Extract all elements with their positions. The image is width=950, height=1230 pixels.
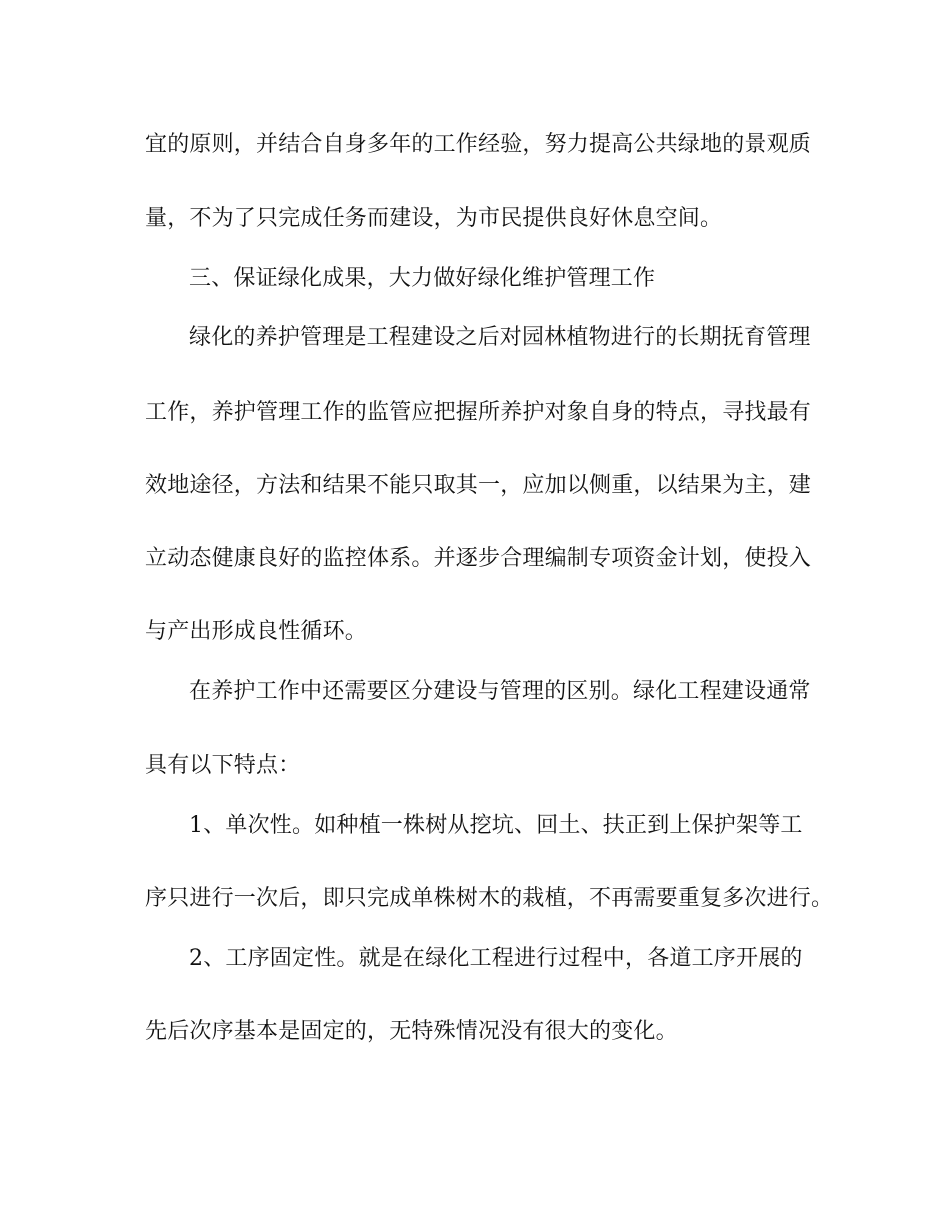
text-line: 宜的原则，并结合自身多年的工作经验，努力提高公共绿地的景观质: [145, 132, 812, 157]
text-line: 工作，养护管理工作的监管应把握所养护对象自身的特点，寻找最有: [145, 400, 812, 425]
section-heading: 三、保证绿化成果，大力做好绿化维护管理工作: [189, 266, 656, 291]
text-line: 先后次序基本是固定的，无特殊情况没有很大的变化。: [145, 1019, 678, 1044]
list-item-1: 1、单次性。如种植一株树从挖坑、回土、扶正到上保护架等工: [189, 813, 803, 838]
list-item-2: 2、工序固定性。就是在绿化工程进行过程中，各道工序开展的: [189, 946, 803, 971]
text-line: 立动态健康良好的监控体系。并逐步合理编制专项资金计划，使投入: [145, 546, 812, 571]
text-line: 序只进行一次后，即只完成单株树木的栽植，不再需要重复多次进行。: [145, 886, 834, 911]
paragraph-start: 绿化的养护管理是工程建设之后对园林植物进行的长期抚育管理: [189, 325, 811, 350]
paragraph-start: 在养护工作中还需要区分建设与管理的区别。绿化工程建设通常: [189, 679, 811, 704]
text-line: 效地途径，方法和结果不能只取其一，应加以侧重，以结果为主，建: [145, 473, 812, 498]
text-line: 具有以下特点：: [145, 753, 301, 778]
text-line: 量，不为了只完成任务而建设，为市民提供良好休息空间。: [145, 206, 723, 231]
text-line: 与产出形成良性循环。: [145, 619, 368, 644]
